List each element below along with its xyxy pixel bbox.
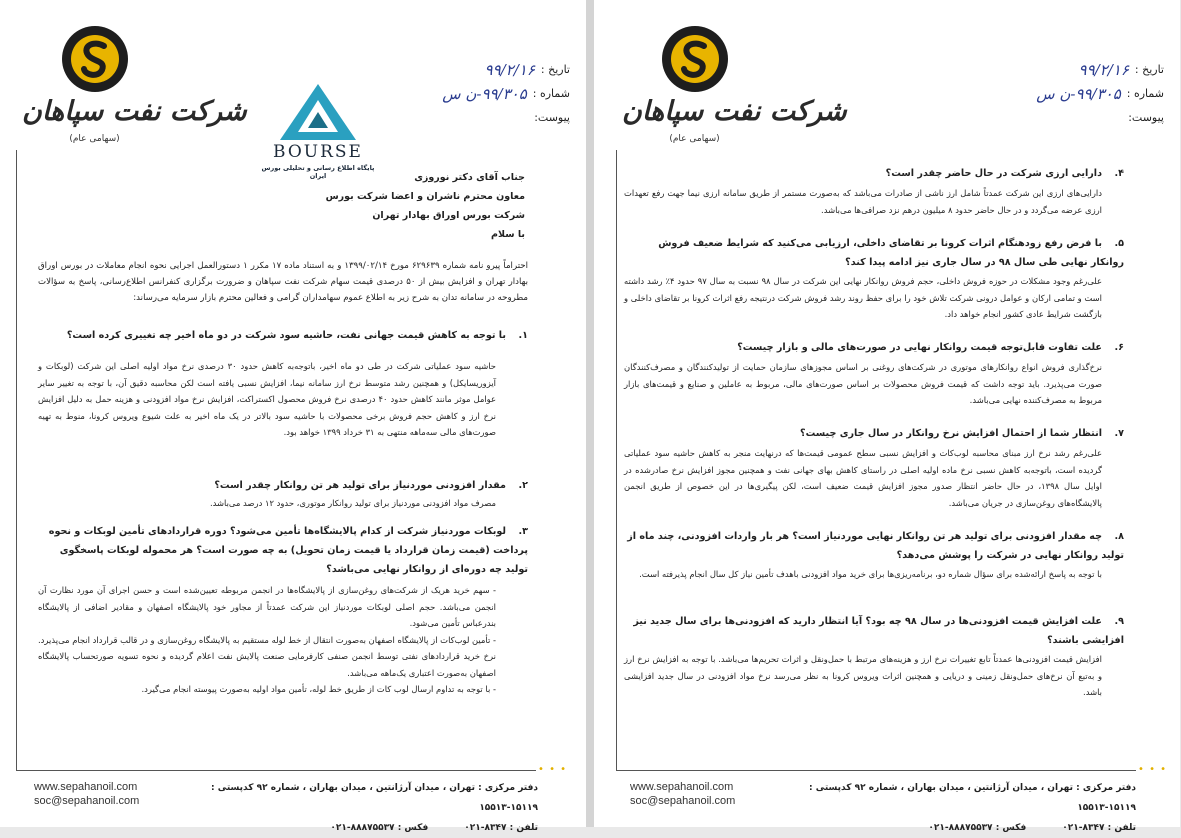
attach-label: پیوست: — [534, 111, 570, 124]
date-value: ۹۹/۲/۱۶ — [484, 61, 535, 79]
question-4 — [624, 164, 1124, 183]
date-row — [360, 58, 570, 82]
frame-line — [16, 150, 17, 770]
question-3 — [38, 522, 528, 579]
date-value: ۹۹/۲/۱۶ — [1078, 61, 1129, 79]
frame-line — [616, 150, 617, 770]
decorative-dots: • • • — [538, 764, 568, 775]
question-5 — [624, 234, 1124, 272]
page-gap — [586, 0, 594, 827]
website-link[interactable]: www.sepahanoil.com — [630, 781, 734, 793]
letter-meta — [954, 58, 1164, 130]
answer-7: علی‌رغم رشد نرخ ارز مبنای محاسبه لوب‌کات و افزایش نسبی سطح عمومی قیمت‌ها که درنهایت منجر به کاهش حاشیه سود عملیاتی گردیده است، باتوجه‌به کاهش نسبی نرخ ماده اولیه اصلی در راستای کاهش بهای جهانی نفت و همچنین مجوز افزایش نرخ صادرشده در اوایل سال ۱۳۹۸، در حال حاضر انتظار صدور مجوز افزایش قیمت ضعیف است، لکن پیگیری‌ها در این خصوص از طریق انجمن پالایشگاه‌های روغن‌سازی در جریان می‌باشد. — [624, 448, 1103, 508]
frame-line — [16, 770, 536, 771]
addressee-line: با سلام — [491, 229, 525, 240]
date-row — [954, 58, 1164, 82]
website-link[interactable]: www.sepahanoil.com — [34, 781, 138, 793]
company-logo — [22, 24, 247, 159]
email-link[interactable]: soc@sepahanoil.com — [630, 795, 736, 807]
address-line: دفتر مرکزی : تهران ، میدان آرژانتین ، میدان بهاران ، شماره ۹۲ کدپستی : ۱۵۱۱۹-۱۵۵۱۳ — [809, 783, 1136, 813]
footer-address — [188, 778, 538, 838]
answer-bullet: - با توجه به تداوم ارسال لوب کات از طریق خط لوله، تأمین مواد اولیه به‌صورت پیوسته انجام می‌گیرد. — [141, 684, 496, 694]
question-9 — [624, 612, 1124, 650]
question-6 — [624, 338, 1124, 357]
question-text: علت افزایش قیمت افزودنی‌ها در سال ۹۸ چه بود؟ آیا انتظار دارید که افزودنی‌ها برای سال جدید نیز افزایشی باشند؟ — [633, 616, 1124, 646]
question-number: ۷. — [1114, 428, 1124, 439]
question-number: ۶. — [1114, 342, 1124, 353]
question-text: با توجه به کاهش قیمت جهانی نفت، حاشیه سود شرکت در دو ماه اخیر چه تغییری کرده است؟ — [66, 330, 506, 341]
question-7 — [624, 424, 1124, 443]
answer-4: دارایی‌های ارزی این شرکت عمدتاً شامل ارز ناشی از صادرات می‌باشد که به‌صورت مستمر از طریق سامانه ارزی نیما جهت رفع تعهدات ارزی عرضه می‌گردد و در حال حاضر حدود ۸ میلیون درهم نزد صرافی‌ها می‌باشد. — [624, 188, 1102, 215]
number-label: شماره : — [532, 87, 570, 100]
question-text: دارایی ارزی شرکت در حال حاضر چقدر است؟ — [885, 168, 1102, 179]
phone-text: تلفن : ۸۳۴۷-۰۲۱ — [464, 823, 538, 833]
addressee-block — [220, 168, 525, 244]
question-number: ۱. — [518, 330, 528, 341]
addressee-line: معاون محترم ناشران و اعضا شرکت بورس — [325, 191, 525, 202]
bourse-logo-subtitle: پایگاه اطلاع رسانی و تحلیلی بورس ایران — [261, 164, 375, 180]
question-2 — [38, 476, 528, 495]
number-label: شماره : — [1126, 87, 1164, 100]
letter-page-1 — [0, 0, 586, 833]
question-number: ۳. — [518, 526, 528, 537]
question-1 — [38, 326, 528, 345]
answer-bullet: - سهم خرید هریک از شرکت‌های روغن‌سازی از پالایشگاه‌ها در انجمن مربوطه تعیین‌شده است و حسن اجرای آن مورد نظارت آن انجمن می‌باشد. حجم اصلی لوبکات موردنیاز این شرکت عمدتاً از مجاور خود پالایشگاه اصفهان و مقادیر اضافی از پالایشگاه بندرعباس تأمین می‌شود. — [38, 585, 496, 628]
company-name: شرکت نفت سپاهان — [622, 96, 847, 127]
question-text: انتظار شما از احتمال افزایش نرخ روانکار در سال جاری چیست؟ — [800, 428, 1102, 439]
address-line: دفتر مرکزی : تهران ، میدان آرژانتین ، میدان بهاران ، شماره ۹۲ کدپستی : ۱۵۱۱۹-۱۵۵۱۳ — [211, 783, 538, 813]
decorative-dots: • • • — [1138, 764, 1168, 775]
attach-row — [360, 106, 570, 130]
answer-5: علی‌رغم وجود مشکلات در حوزه فروش داخلی، حجم فروش روانکار نهایی این شرکت در سال ۹۸ نسبت به سال ۹۷ حدود ۴٪ رشد داشته است و تمامی ارکان و عوامل درونی شرکت تلاش خود را برای حفظ روند رشد فروش شرکت درنتیجه رفع اثرات کرونا بر تقاضای داخلی و بازگشت شرایط عادی کشور انجام خواهد داد. — [624, 276, 1102, 319]
fax-text: فکس : ۸۸۸۷۵۵۳۷-۰۲۱ — [330, 823, 429, 833]
question-text: علت تفاوت قابل‌توجه قیمت روانکار نهایی در صورت‌های مالی و بازار چیست؟ — [737, 342, 1102, 353]
number-value: ۹۹/۳۰۵-ن س — [442, 85, 527, 103]
answer-1: حاشیه سود عملیاتی شرکت در طی دو ماه اخیر، باتوجه‌به کاهش حدود ۳۰ درصدی نرخ مواد اولیه اصلی این شرکت (لوبکات و آیزوریسایکل) و همچنین رشد متوسط نرخ ارز سامانه نیما، افزایش نسبی یافته است لکن محاسبه دقیق آن، با توجه به تغییر سایر عوامل موثر مانند کاهش حدود ۴۰ درصدی نرخ فروش محصول اکستراکت، افزایش نرخ مواد افزودنی و هزینه حمل به دلیل افزایش نرخ ارز و کاهش حجم فروش برخی محصولات با حاشیه سود بالاتر در یک ماه اخیر به علت شیوع ویروس کرونا، منوط به تهیه صورت‌های مالی سه‌ماهه منتهی به ۳۱ خرداد ۱۳۹۹ خواهد بود. — [38, 361, 496, 437]
fax-text: فکس : ۸۸۸۷۵۵۳۷-۰۲۱ — [928, 823, 1027, 833]
footer-address — [786, 778, 1136, 838]
letter-page-2 — [594, 0, 1180, 833]
frame-line — [616, 770, 1136, 771]
number-row — [360, 82, 570, 106]
answer-8: با توجه به پاسخ ارائه‌شده برای سؤال شماره دو، برنامه‌ریزی‌ها برای خرید مواد افزودنی باهدف تأمین نیاز کل سال انجام پذیرفته است. — [639, 569, 1102, 579]
answer-3 — [38, 582, 496, 698]
company-type: (سهامی عام) — [69, 134, 120, 144]
sepahan-emblem-icon — [60, 24, 130, 94]
question-number: ۲. — [518, 480, 528, 491]
attach-row — [954, 106, 1164, 130]
letter-meta — [360, 58, 570, 130]
answer-6: نرخ‌گذاری فروش انواع روانکارهای موتوری در شرکت‌های روغنی بر اساس مجوزهای سازمان حمایت از تولیدکنندگان و مصرف‌کنندگان صورت می‌پذیرد. باید توجه داشت که قیمت فروش محصولات بر اساس صورت‌های مالی، مربوط به عاملین و صنایع و قیمت‌های بازار مربوط به مصرف‌کننده نهایی می‌باشد. — [624, 362, 1102, 405]
company-type: (سهامی عام) — [669, 134, 720, 144]
email-link[interactable]: soc@sepahanoil.com — [34, 795, 140, 807]
question-number: ۸. — [1114, 531, 1124, 542]
answer-bullet: - تأمین لوب‌کات از پالایشگاه اصفهان به‌صورت انتقال از خط لوله مستقیم به پالایشگاه روغن‌سازی و در قالب قرارداد انجام می‌پذیرد. نرخ خرید قراردادهای نفتی توسط انجمن صنفی کارفرمایی صنعت پالایش نفت اعلام گردیده و نحوه تسویه صورتحساب پالایشگاه اصفهان به‌صورت اعتباری یک‌ماهه می‌باشد. — [38, 634, 496, 678]
question-text: با فرض رفع زودهنگام اثرات کرونا بر تقاضای داخلی، ارزیابی می‌کنید که شرایط ضعیف فروش روانکار نهایی طی سال ۹۸ در سال جاری نیز ادامه پیدا کند؟ — [658, 238, 1124, 268]
answer-9: افزایش قیمت افزودنی‌ها عمدتاً تابع تغییرات نرخ ارز و هزینه‌های مرتبط با حمل‌ونقل و اثرات تحریم‌ها می‌باشد. با توجه به افزایش نرخ ارز و به‌تبع آن نرخ‌های حمل‌ونقل زمینی و دریایی و همچنین اثرات ویروس کرونا به نظر می‌رسد نرخ مواد افزودنی در سال جدید افزایشی باشد. — [624, 654, 1102, 697]
question-8 — [624, 527, 1124, 565]
phone-fax-row — [786, 818, 1136, 838]
phone-text: تلفن : ۸۳۴۷-۰۲۱ — [1062, 823, 1136, 833]
sepahan-emblem-icon — [660, 24, 730, 94]
question-text: لوبکات موردنیاز شرکت از کدام پالایشگاه‌ها تأمین می‌شود؟ دوره قراردادهای تأمین لوبکات و نحوه پرداخت (قیمت زمان قرارداد یا قیمت زمان تحویل) به چه صورت است؟ هر محموله لوبکات پاسخگوی تولید چه دوره‌ای از روانکار نهایی می‌باشد؟ — [48, 526, 528, 575]
question-number: ۹. — [1114, 616, 1124, 627]
footer-contact — [34, 780, 139, 808]
company-name: شرکت نفت سپاهان — [22, 96, 247, 127]
company-logo — [622, 24, 847, 159]
addressee-line: جناب آقای دکتر نوروزی — [414, 172, 525, 183]
number-row — [954, 82, 1164, 106]
number-value: ۹۹/۳۰۵-ن س — [1036, 85, 1121, 103]
date-label: تاریخ : — [540, 63, 570, 76]
question-number: ۵. — [1114, 238, 1124, 249]
question-text: چه مقدار افزودنی برای تولید هر تن روانکار نهایی موردنیاز است؟ هر بار واردات افزودنی، چند ماه از تولید روانکار نهایی در شرکت را پوشش می‌دهد؟ — [627, 531, 1124, 561]
intro-paragraph: احتراماً پیرو نامه شماره ۶۲۹۶۳۹ مورخ ۱۳۹۹/۰۲/۱۴ و به استناد ماده ۱۷ مکرر ۱ دستورالعمل اجرایی نحوه انجام معاملات در بورس اوراق بهادار تهران و افزایش بیش از ۵۰ درصدی قیمت سهام شرکت نفت سپاهان و ضرورت برگزاری کنفرانس اطلاع‌رسانی، پاسخ به سؤالات مطروحه در سامانه تدان به شرح زیر به اطلاع عموم سهامداران گرامی و فعالین محترم بازار سرمایه می‌رساند: — [38, 261, 528, 303]
addressee-line: شرکت بورس اوراق بهادار تهران — [372, 210, 525, 221]
footer-contact — [630, 780, 735, 808]
question-number: ۴. — [1114, 168, 1124, 179]
answer-2: مصرف مواد افزودنی موردنیاز برای تولید روانکار موتوری، حدود ۱۲ درصد می‌باشد. — [209, 498, 496, 508]
date-label: تاریخ : — [1134, 63, 1164, 76]
question-text: مقدار افزودنی موردنیاز برای تولید هر تن روانکار چقدر است؟ — [214, 480, 506, 491]
attach-label: پیوست: — [1128, 111, 1164, 124]
bourse-logo-text: BOURSE — [273, 142, 363, 162]
phone-fax-row — [188, 818, 538, 838]
